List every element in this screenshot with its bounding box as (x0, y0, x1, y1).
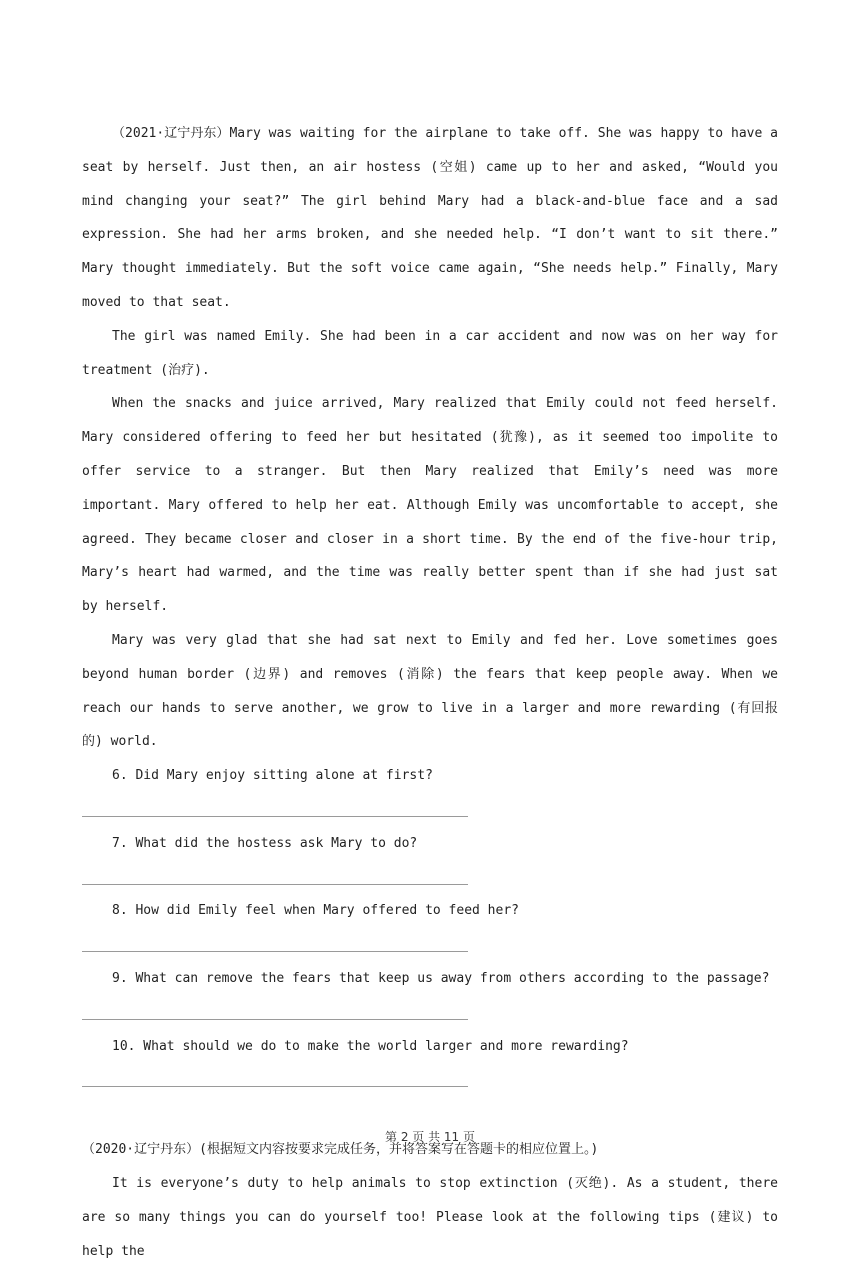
passage1-paragraph-3: When the snacks and juice arrived, Mary realized that Emily could not feed herself. Mary considered offering to feed her but hesitated (犹豫), as it seemed too impolite to offer service to a stranger. But then Mary realized that Emily’s need was more important. Mary offered to help her eat. Although Emily was uncomfortable to accept, she agreed. They became closer and closer in a short time. By the end of the five-hour trip, Mary’s heart had warmed, and the time was really better spent than if she had just sat by herself. (82, 396, 778, 615)
passage2-header: （2020·辽宁丹东）(根据短文内容按要求完成任务，并将答案写在答题卡的相应位置上。) (82, 1142, 599, 1158)
question-7: 7. What did the hostess ask Mary to do? (112, 835, 418, 851)
passage1-paragraph-1: （2021·辽宁丹东）Mary was waiting for the airplane to take off. She was happy to have a seat by herself. Just then, an air hostess (空姐) came up to her and asked, “Would you mind changing your seat?” The girl behind Mary had a black-and-blue face and a sad expression. She had her arms broken, and she needed help. “I don’t want to sit there.” Mary thought immediately. But the soft voice came again, “She needs help.” Finally, Mary moved to that seat. (82, 126, 778, 310)
question-8: 8. How did Emily feel when Mary offered to feed her? (112, 903, 519, 919)
passage1-paragraph-2: The girl was named Emily. She had been in a car accident and now was on her way for treatment (治疗). (82, 328, 778, 378)
answer-line-6[interactable] (82, 793, 468, 827)
page-footer: 第 2 页 共 11 页 (385, 1130, 475, 1144)
question-9: 9. What can remove the fears that keep us away from others according to the passage? (112, 970, 770, 986)
question-10: 10. What should we do to make the world larger and more rewarding? (112, 1038, 629, 1054)
passage1-paragraph-4: Mary was very glad that she had sat next to Emily and fed her. Love sometimes goes beyond human border (边界) and removes (消除) the fears that keep people away. When we reach our hands to serve another, we grow to live in a larger and more rewarding (有回报的) world. (82, 632, 778, 750)
document-page (82, 117, 778, 1268)
answer-line-7[interactable] (82, 861, 468, 895)
question-6: 6. Did Mary enjoy sitting alone at first? (112, 768, 433, 784)
answer-line-8[interactable] (82, 928, 468, 962)
answer-line-10[interactable] (82, 1063, 468, 1097)
answer-line-9[interactable] (82, 996, 468, 1030)
passage2-paragraph: It is everyone’s duty to help animals to stop extinction (灭绝). As a student, there are so many things you can do yourself too! Please look at the following tips (建议) to help the (82, 1175, 778, 1259)
